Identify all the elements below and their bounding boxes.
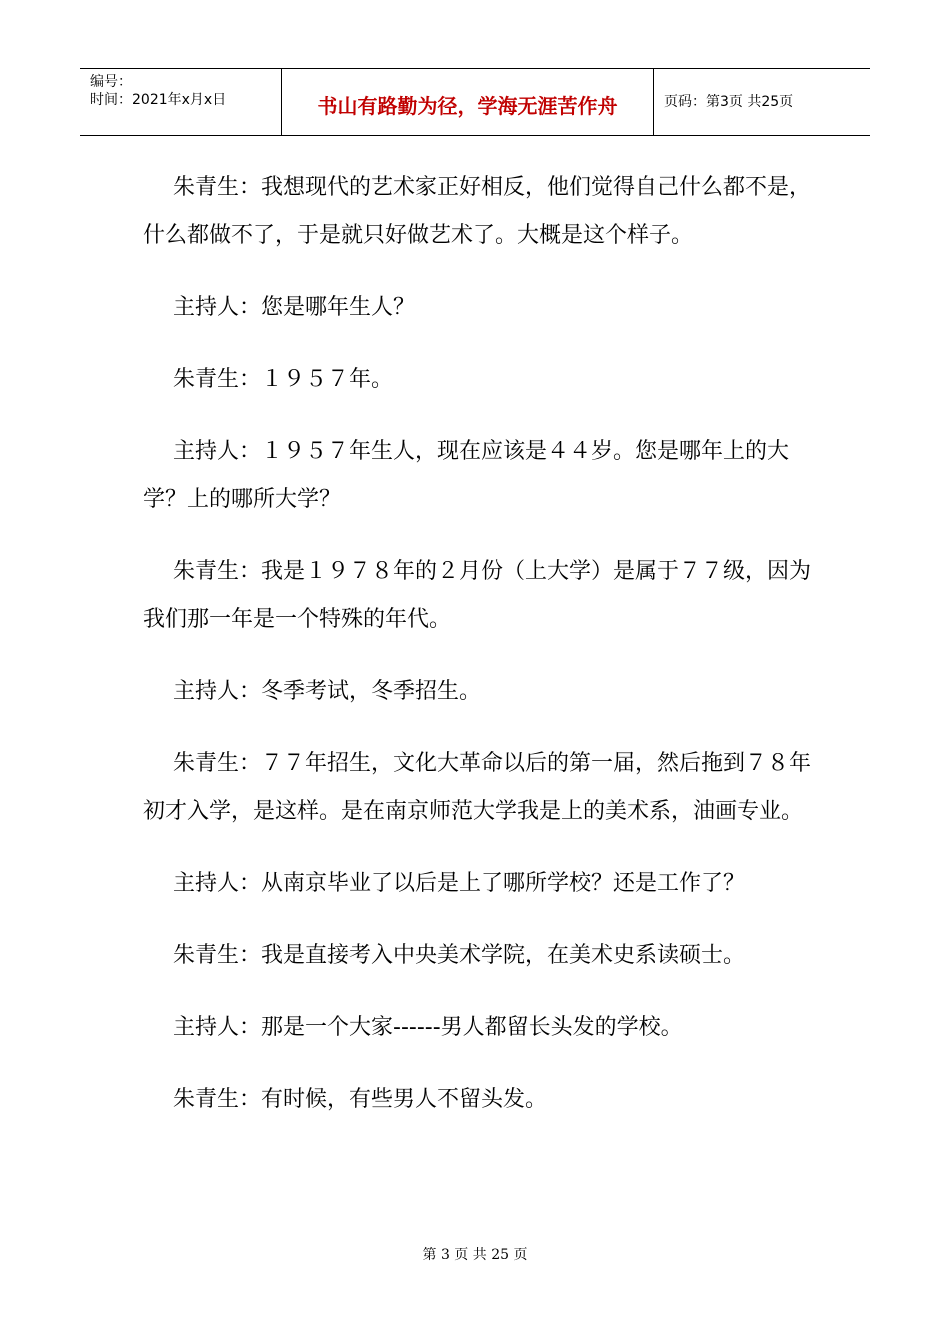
paragraph: 主持人：从南京毕业了以后是上了哪所学校？还是工作了？ bbox=[173, 871, 746, 896]
paragraph: 朱青生：１９５７年。 bbox=[173, 367, 394, 392]
paragraph: 朱青生：我是直接考入中央美术学院，在美术史系读硕士。 bbox=[173, 943, 746, 968]
paragraph: 朱青生：７７年招生，文化大革命以后的第一届，然后拖到７８年初才入学，是这样。是在南京师范大学我是上的美术系，油画专业。 bbox=[143, 751, 812, 824]
paragraph: 朱青生：我想现代的艺术家正好相反，他们觉得自己什么都不是，什么都做不了，于是就只好做艺术了。大概是这个样子。 bbox=[143, 175, 812, 248]
motto: 书山有路勤为径，学海无涯苦作舟 bbox=[317, 94, 618, 118]
paragraph: 朱青生：有时候，有些男人不留头发。 bbox=[173, 1087, 548, 1112]
paragraph: 主持人：１９５７年生人，现在应该是４４岁。您是哪年上的大学？上的哪所大学？ bbox=[143, 439, 790, 512]
header-page-cell bbox=[654, 69, 870, 135]
paragraph: 主持人：那是一个大家------男人都留长头发的学校。 bbox=[173, 1015, 683, 1040]
header-motto-cell bbox=[282, 69, 654, 135]
page-header bbox=[80, 68, 870, 136]
number-label: 编号： bbox=[90, 74, 132, 90]
paragraph: 朱青生：我是１９７８年的２月份（上大学）是属于７７级，因为我们那一年是一个特殊的年代。 bbox=[143, 559, 812, 632]
page-footer: 第 3 页 共 25 页 bbox=[422, 1247, 528, 1263]
date-label: 时间：2021年x月x日 bbox=[90, 92, 227, 108]
paragraph: 主持人：您是哪年生人？ bbox=[173, 295, 416, 320]
header-meta-cell bbox=[80, 69, 282, 135]
page-info: 页码：第3页 共25页 bbox=[664, 94, 794, 110]
paragraph: 主持人：冬季考试，冬季招生。 bbox=[173, 679, 482, 704]
document-body bbox=[143, 164, 813, 1148]
